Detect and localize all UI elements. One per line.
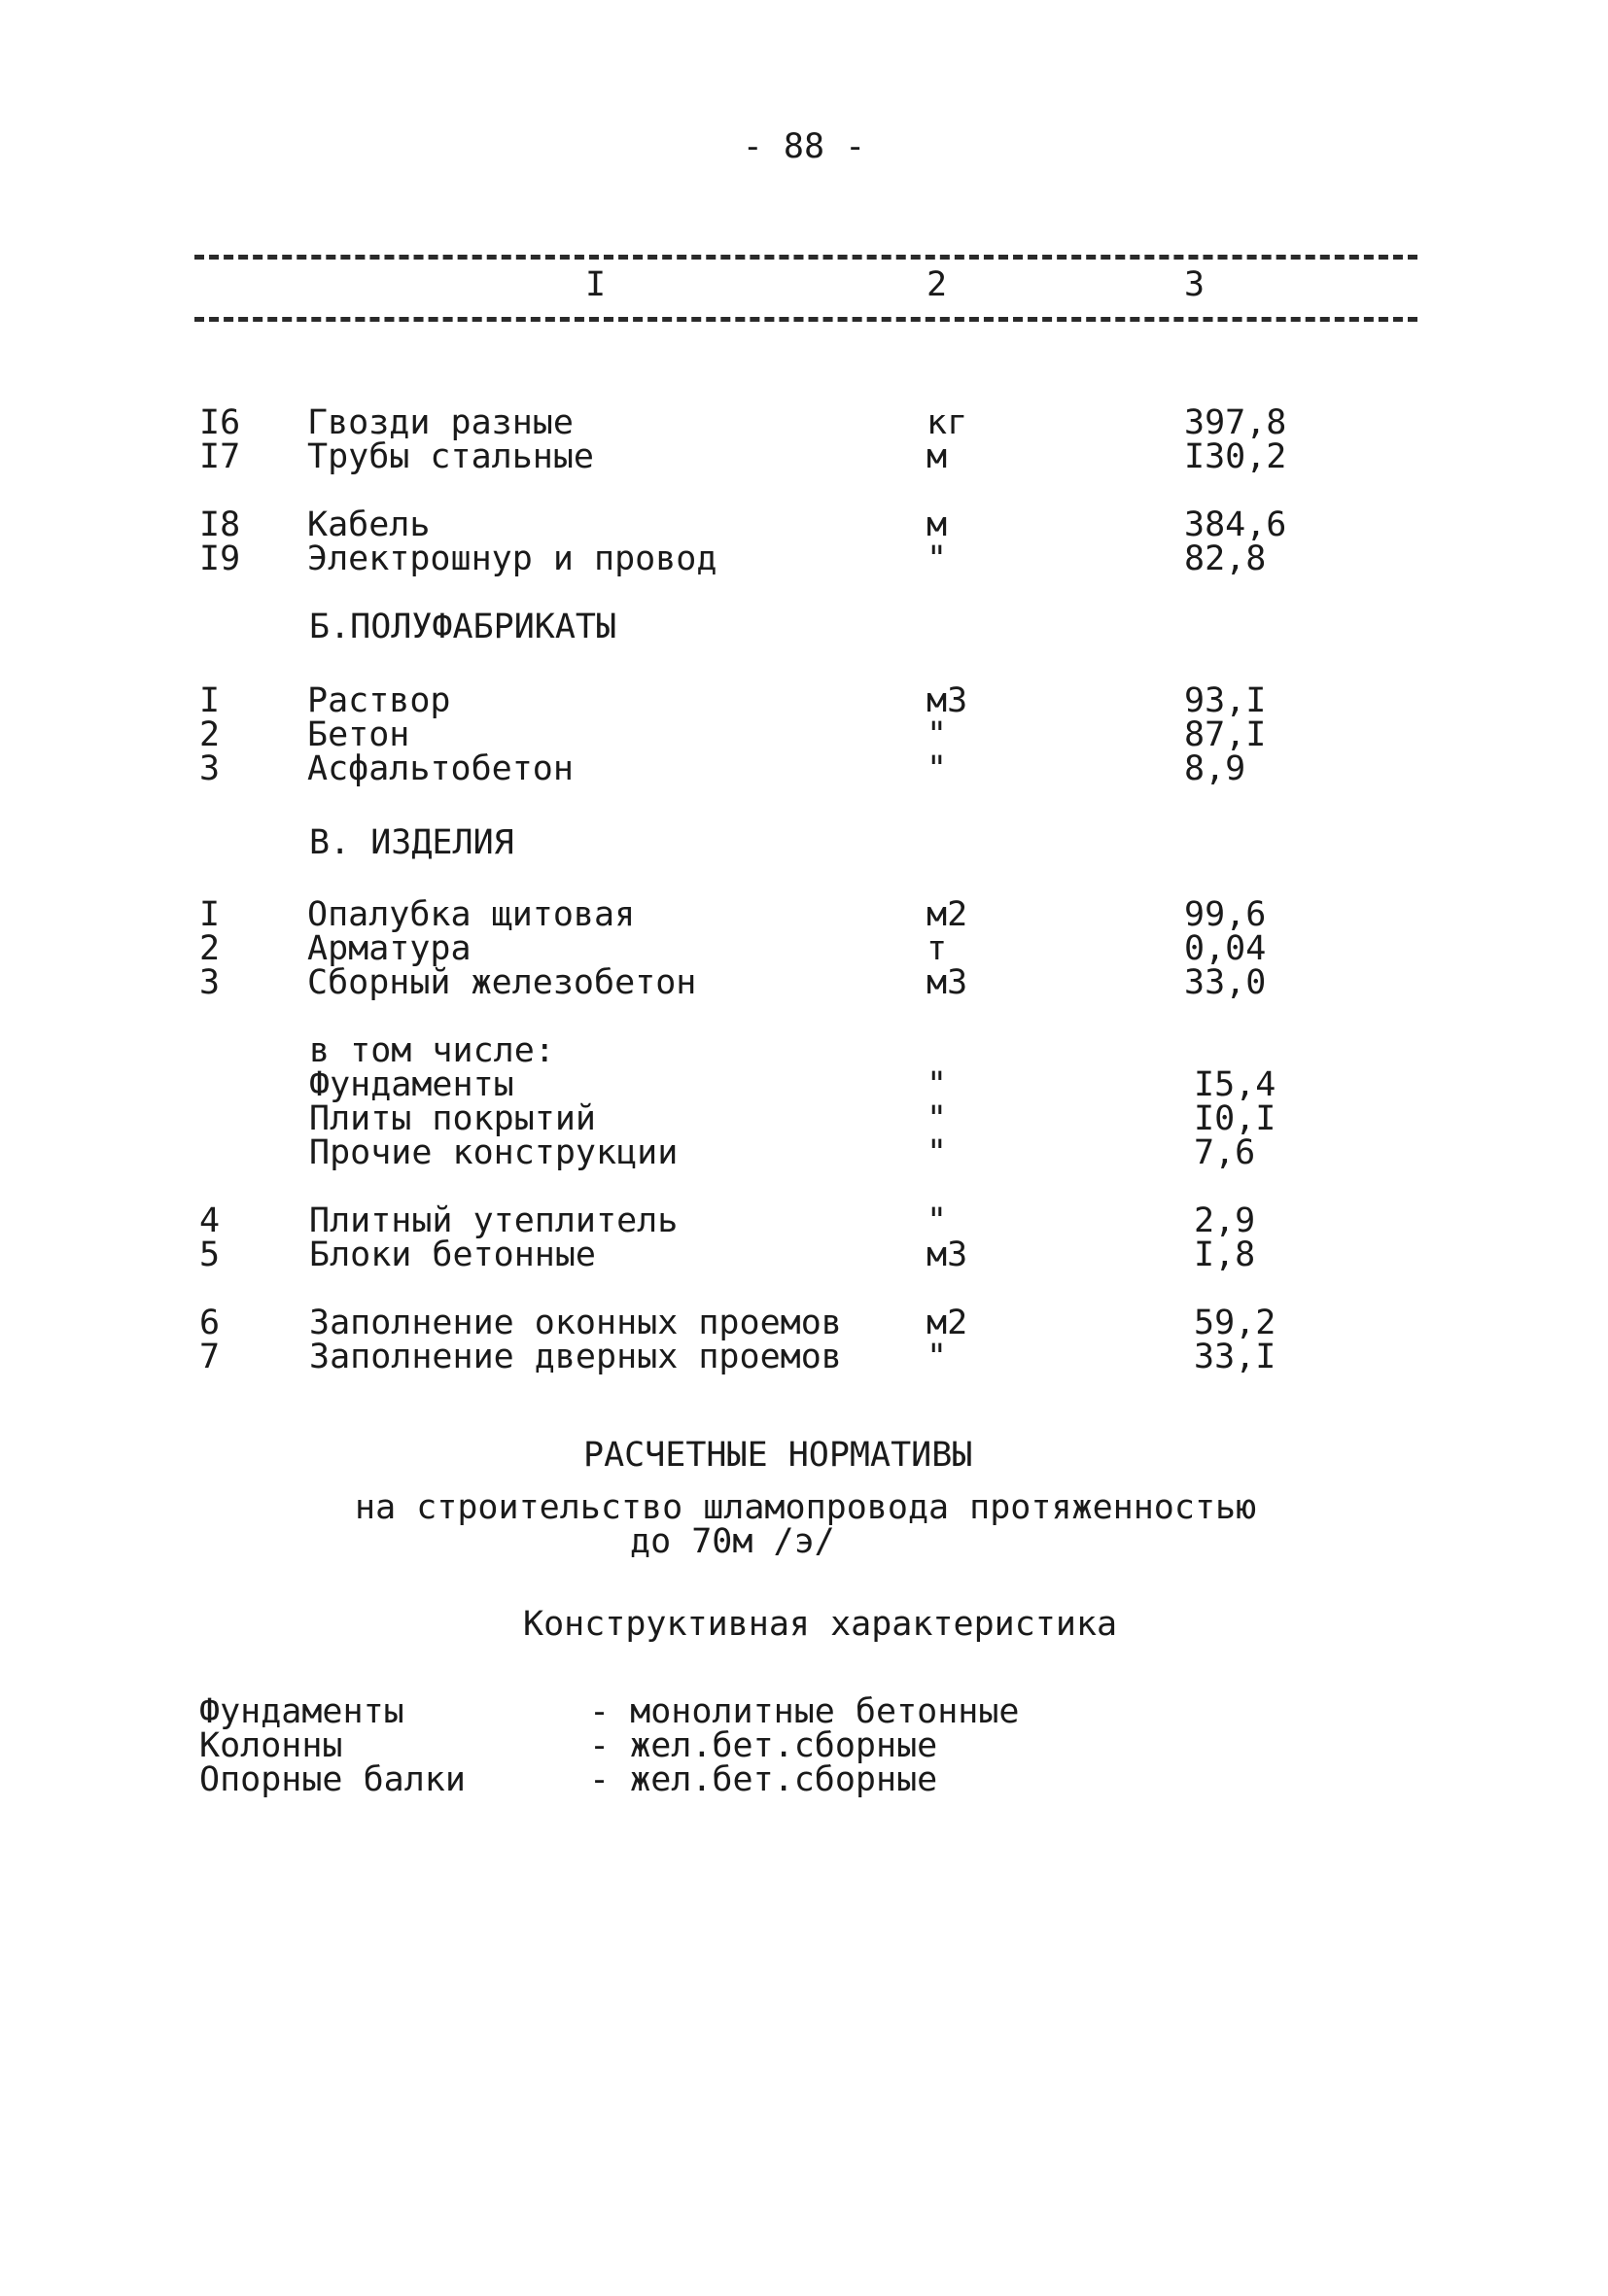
row-value: 0,04	[1184, 929, 1267, 968]
row-unit: м3	[926, 1235, 968, 1274]
row-name: Плитный утеплитель	[309, 1201, 679, 1240]
row-name: Блоки бетонные	[309, 1235, 597, 1274]
norms-subtitle-line1: на строительство шламопровода протяженностью	[355, 1488, 1257, 1527]
row-value: 7,6	[1194, 1133, 1256, 1172]
row-name: Опалубка щитовая	[307, 895, 636, 934]
row-name: Заполнение оконных проемов	[309, 1304, 842, 1342]
row-unit: м2	[926, 895, 968, 934]
row-unit: кг	[926, 403, 968, 442]
row-unit: "	[926, 1338, 948, 1376]
row-value: I30,2	[1184, 437, 1287, 476]
row-number: 2	[199, 929, 221, 968]
row-name: Прочие конструкции	[309, 1133, 679, 1172]
row-name: Бетон	[307, 715, 410, 754]
page-number: - 88 -	[742, 127, 866, 166]
row-name: Арматура	[307, 929, 472, 968]
row-unit: "	[926, 1099, 948, 1138]
row-unit: м	[926, 505, 948, 544]
row-unit: м3	[926, 963, 968, 1002]
row-number: 3	[199, 963, 221, 1002]
row-name: Трубы стальные	[307, 437, 595, 476]
subgroup-label: в том числе:	[309, 1031, 555, 1070]
row-value: 33,0	[1184, 963, 1267, 1002]
row-name: Гвозди разные	[307, 403, 574, 442]
row-name: Кабель	[307, 505, 431, 544]
characteristic-label: Опорные балки	[199, 1760, 466, 1799]
row-number: 6	[199, 1304, 221, 1342]
row-name: Электрошнур и провод	[307, 539, 717, 578]
norms-title: РАСЧЕТНЫЕ НОРМАТИВЫ	[583, 1436, 973, 1475]
row-number: I8	[199, 505, 241, 544]
row-unit: т	[926, 929, 948, 968]
row-unit: "	[926, 715, 948, 754]
row-number: I9	[199, 539, 241, 578]
row-name: Плиты покрытий	[309, 1099, 597, 1138]
row-value: I5,4	[1194, 1065, 1276, 1104]
characteristic-label: Фундаменты	[199, 1692, 404, 1731]
row-number: I6	[199, 403, 241, 442]
row-number: 3	[199, 749, 221, 788]
row-number: 7	[199, 1338, 221, 1376]
row-number: I	[199, 681, 221, 720]
header-rule-top	[194, 255, 1417, 260]
row-number: 2	[199, 715, 221, 754]
row-value: 87,I	[1184, 715, 1267, 754]
row-unit: "	[926, 1201, 948, 1240]
row-unit: "	[926, 1133, 948, 1172]
characteristic-value: - монолитные бетонные	[589, 1692, 1020, 1731]
row-unit: "	[926, 1065, 948, 1104]
row-name: Сборный железобетон	[307, 963, 697, 1002]
row-value: 99,6	[1184, 895, 1267, 934]
characteristic-value: - жел.бет.сборные	[589, 1760, 938, 1799]
row-value: 82,8	[1184, 539, 1267, 578]
characteristic-value: - жел.бет.сборные	[589, 1726, 938, 1765]
row-value: 8,9	[1184, 749, 1246, 788]
column-header-3: 3	[1184, 265, 1206, 304]
row-value: 384,6	[1184, 505, 1287, 544]
section-title: Б.ПОЛУФАБРИКАТЫ	[309, 608, 617, 646]
column-header-1: I	[585, 265, 607, 304]
row-unit: "	[926, 749, 948, 788]
row-name: Асфальтобетон	[307, 749, 574, 788]
row-value: 2,9	[1194, 1201, 1256, 1240]
row-unit: "	[926, 539, 948, 578]
row-value: I0,I	[1194, 1099, 1276, 1138]
row-value: 33,I	[1194, 1338, 1276, 1376]
row-number: 5	[199, 1235, 221, 1274]
row-value: I,8	[1194, 1235, 1256, 1274]
row-value: 93,I	[1184, 681, 1267, 720]
norms-subtitle-line2: до 70м /э/	[630, 1522, 835, 1561]
characteristic-label: Колонны	[199, 1726, 343, 1765]
characteristic-title: Конструктивная характеристика	[523, 1605, 1118, 1644]
row-name: Фундаменты	[309, 1065, 514, 1104]
header-rule-bottom	[194, 317, 1417, 322]
row-unit: м2	[926, 1304, 968, 1342]
row-number: I	[199, 895, 221, 934]
row-unit: м	[926, 437, 948, 476]
row-value: 397,8	[1184, 403, 1287, 442]
column-header-2: 2	[926, 265, 948, 304]
row-unit: м3	[926, 681, 968, 720]
row-name: Раствор	[307, 681, 451, 720]
row-number: 4	[199, 1201, 221, 1240]
row-number: I7	[199, 437, 241, 476]
section-title: В. ИЗДЕЛИЯ	[309, 823, 514, 862]
row-value: 59,2	[1194, 1304, 1276, 1342]
row-name: Заполнение дверных проемов	[309, 1338, 842, 1376]
